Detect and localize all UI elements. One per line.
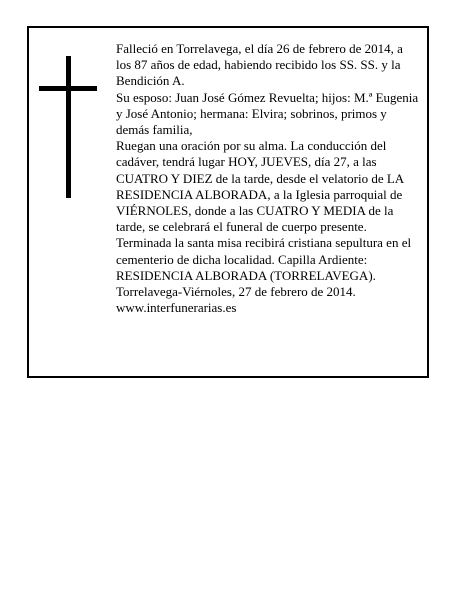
cross-horizontal-bar bbox=[39, 86, 97, 91]
place-and-date: Torrelavega-Viérnoles, 27 de febrero de 2014. bbox=[116, 284, 356, 300]
website-link[interactable]: www.interfunerarias.es bbox=[116, 300, 237, 316]
obituary-notice bbox=[27, 26, 429, 378]
cross-vertical-bar bbox=[66, 56, 71, 198]
family-list: Su esposo: Juan José Gómez Revuelta; hijos: M.ª Eugenia y José Antonio; hermana: Elvira; sobrinos, primos y demás familia, bbox=[116, 89, 419, 138]
burial-details: Terminada la santa misa recibirá cristiana sepultura en el cementerio de dicha localidad. Capilla Ardiente: RESIDENCIA ALBORADA (TORRELAVEGA). bbox=[116, 235, 412, 283]
cross-icon bbox=[39, 56, 97, 198]
funeral-arrangements: Ruegan una oración por su alma. La conducción del cadáver, tendrá lugar HOY, JUEVES, día 27, a las CUATRO Y DIEZ de la tarde, desde el velatorio de LA RESIDENCIA ALBORADA, a la Iglesia parroquial de VIÉRNOLES, donde a las CUATRO Y MEDIA de la tarde, se celebrará el funeral de cuerpo presente. bbox=[116, 138, 404, 235]
death-announcement: Falleció en Torrelavega, el día 26 de febrero de 2014, a los 87 años de edad, habiendo recibido los SS. SS. y la Bendición A. bbox=[116, 41, 403, 89]
notice-body bbox=[116, 41, 420, 316]
